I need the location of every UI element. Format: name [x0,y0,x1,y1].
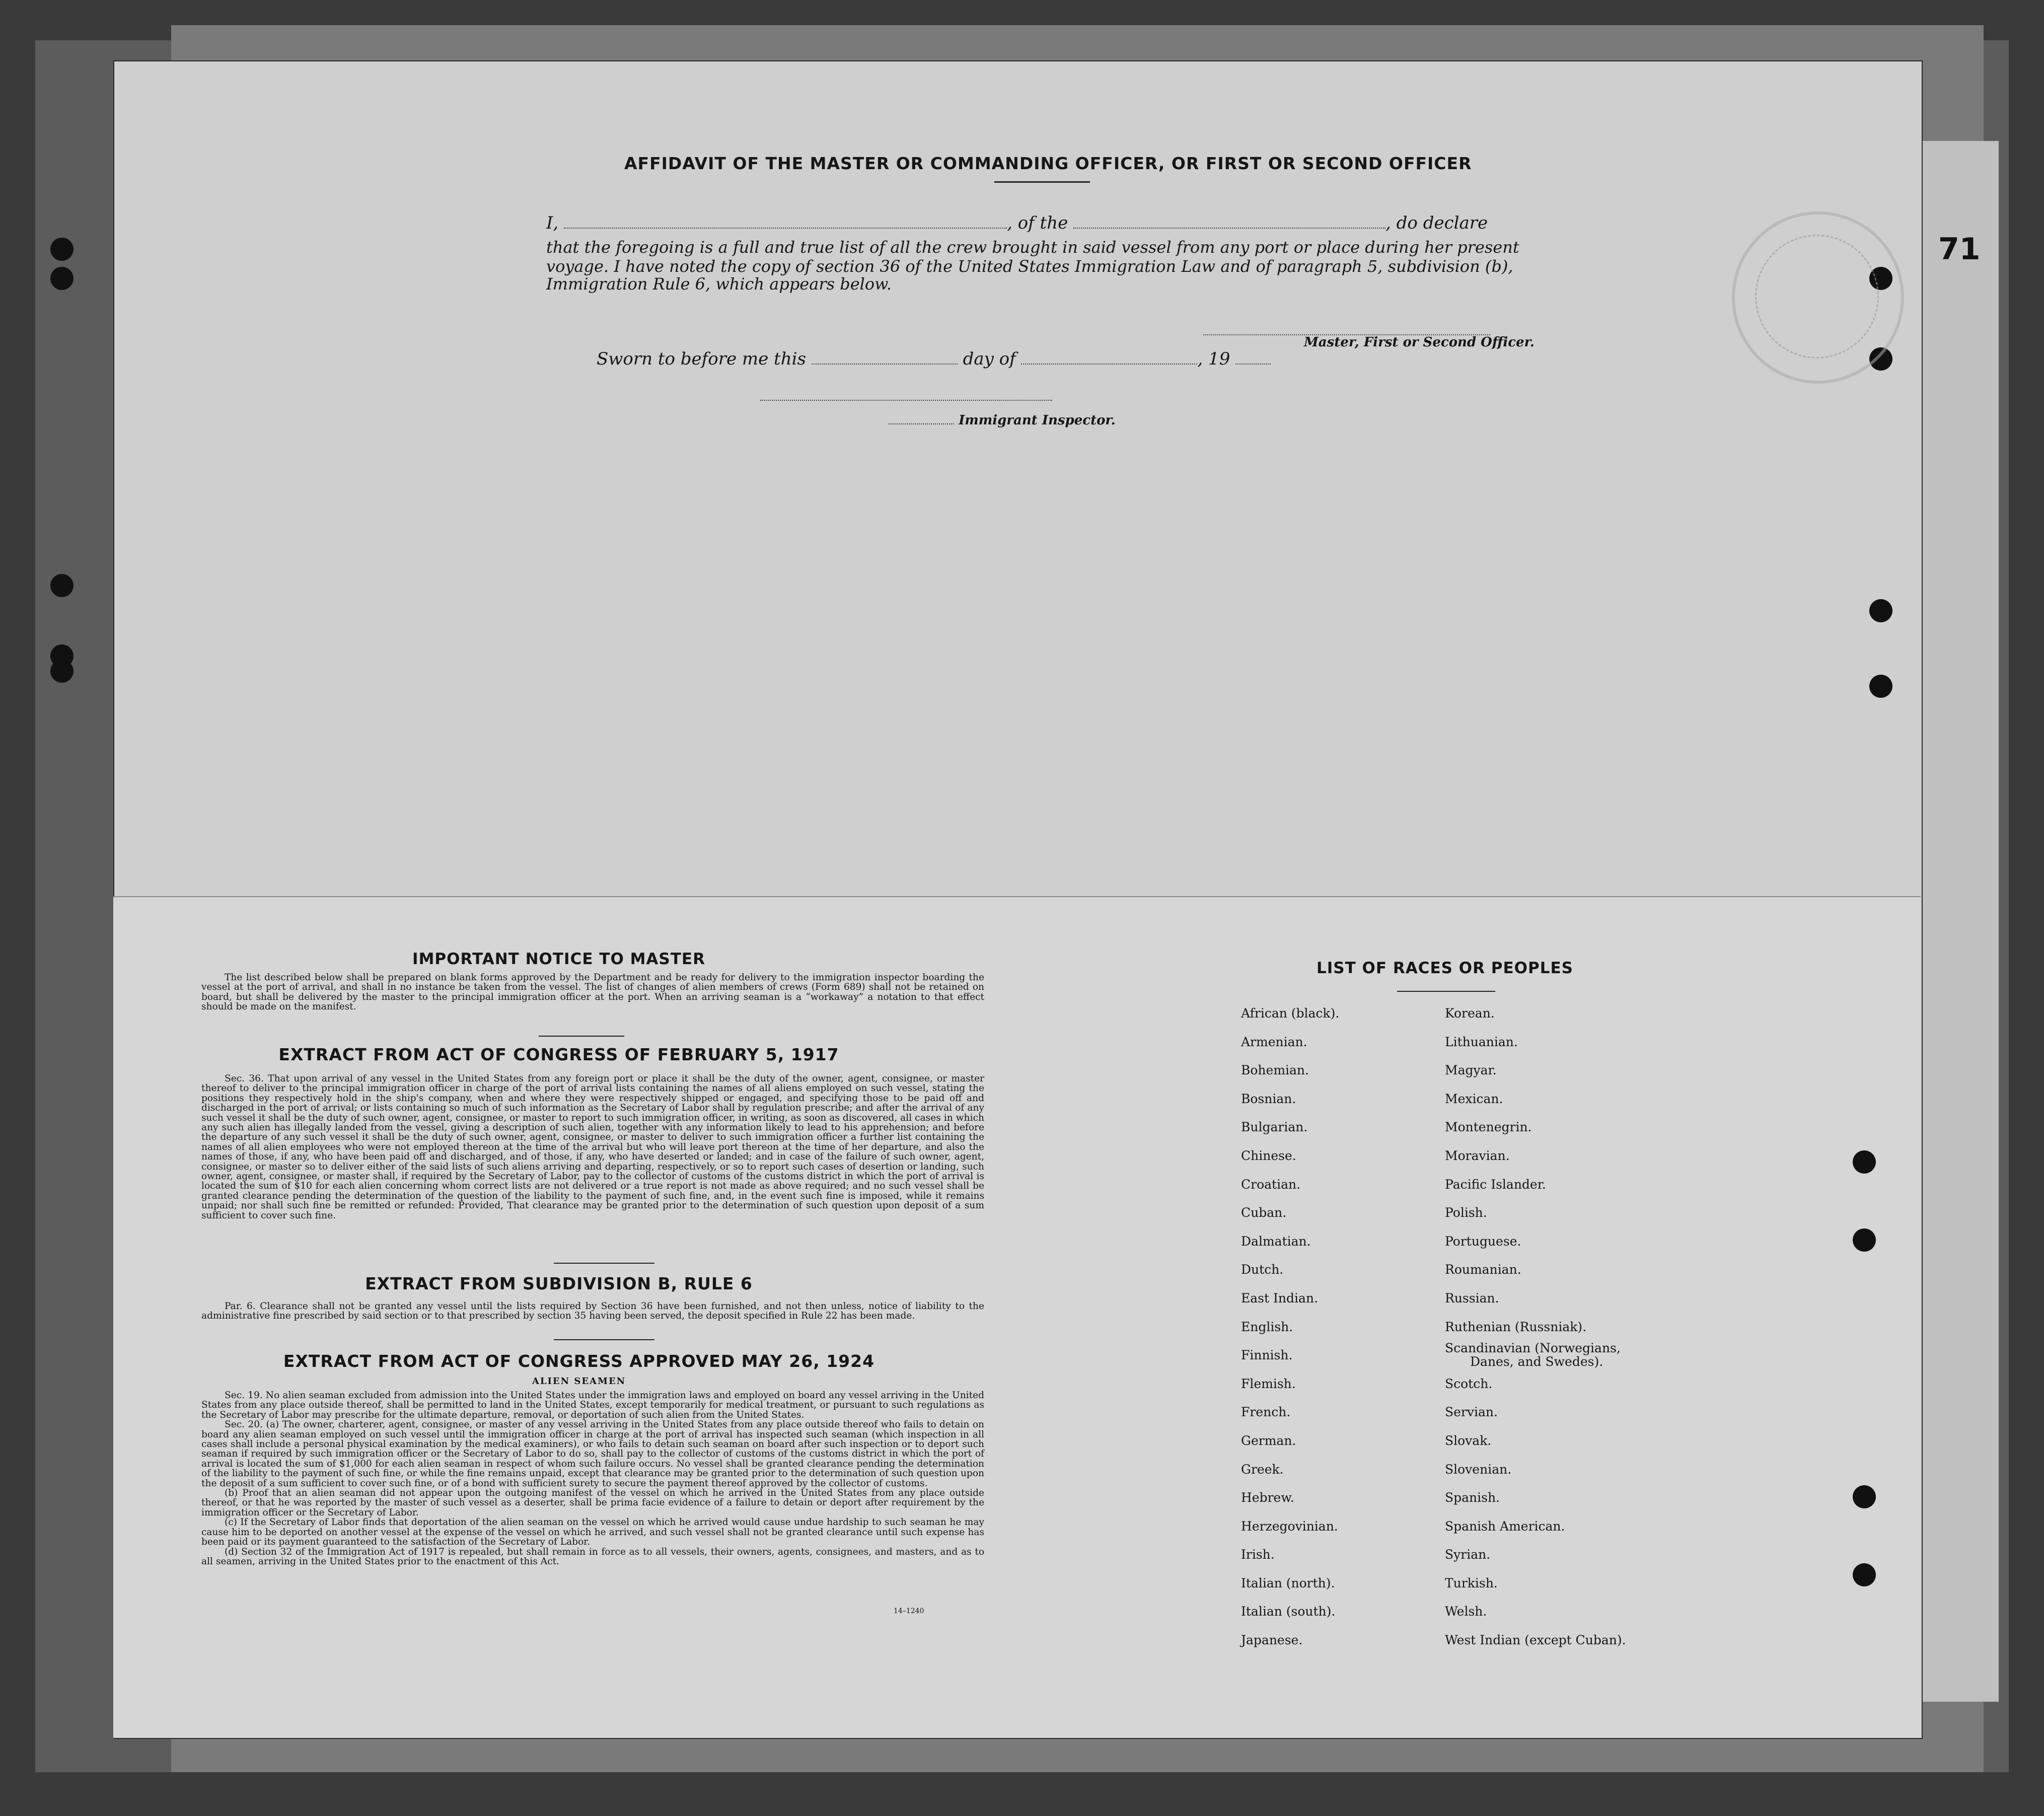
race-entry: Irish. [1241,1547,1275,1562]
race-entry: Slovenian. [1445,1462,1512,1477]
year-field[interactable] [1235,346,1271,365]
race-entry: Spanish. [1445,1490,1500,1505]
race-entry: Moravian. [1445,1148,1510,1163]
race-entry: Herzegovinian. [1241,1518,1338,1534]
punch-hole [50,267,74,290]
punch-hole [1869,675,1892,698]
race-entry: West Indian (except Cuban). [1445,1633,1626,1648]
embossed-seal [1732,211,1904,384]
race-entry: Mexican. [1445,1091,1503,1106]
master-signature-label: Master, First or Second Officer. [1304,335,1535,350]
races-title: LIST OF RACES OR PEOPLES [1316,959,1574,977]
punch-hole [1853,1150,1876,1174]
declaration-start: I, [546,213,559,233]
race-entry: Chinese. [1241,1148,1296,1163]
race-entry: Italian (south). [1241,1604,1336,1619]
race-entry: English. [1241,1319,1293,1334]
race-entry: Bohemian. [1241,1063,1309,1078]
inspector-label [889,413,1116,428]
declaration-line [546,210,1488,233]
punch-hole [50,660,74,683]
race-entry: Welsh. [1445,1604,1487,1619]
sec-20d-paragraph: (d) Section 32 of the Immigration Act of 1917 is repealed, but shall remain in force as to all vessels, their owners, agents, consignees, and masters, and as to all seamen, arriving in the United States prior to the enactment of this Act. [201,1546,984,1567]
of-the-text: , of the [1007,213,1068,233]
section-rule [539,1036,624,1037]
race-entry: Portuguese. [1445,1233,1521,1249]
sec-19-paragraph: Sec. 19. No alien seaman excluded from admission into the United States under the immigration laws and employed on board any vessel arriving in the United States from any place outside thereof, shall be permitted to land in the United States, except temporarily for medical treatment, or pursuant to such regulations as the Secretary of Labor may prescribe for the ultimate departure, removal, or deportation of such alien from the United States. [201,1390,984,1420]
punch-hole [50,238,74,261]
section-rule [554,1339,654,1340]
race-entry [1445,1341,1626,1370]
race-entry: Flemish. [1241,1376,1296,1391]
race-entry: Scotch. [1445,1376,1493,1391]
race-entry: Ruthenian (Russniak). [1445,1319,1587,1334]
vessel-field[interactable] [1073,210,1385,229]
race-entry: Croatian. [1241,1177,1301,1192]
year-prefix: , 19 [1197,349,1230,369]
race-entry: Finnish. [1241,1348,1293,1363]
sec-20b-paragraph: (b) Proof that an alien seaman did not appear upon the outgoing manifest of the vessel on which he arrived in the United States from any place outside thereof, or that he was reported by the master of such vessel as a deserter, shall be prima facie evidence of a failure to detain or deport after requirement by the immigration officer or the Secretary of Labor. [201,1488,984,1518]
affidavit-title: AFFIDAVIT OF THE MASTER OR COMMANDING OFFICER, OR FIRST OR SECOND OFFICER [624,154,1472,173]
master-signature-field[interactable] [1203,317,1490,335]
race-entry: French. [1241,1405,1291,1420]
par-6-paragraph: Par. 6. Clearance shall not be granted any vessel until the lists required by Section 36 have been furnished, and not then unless, notice of liability to the administrative fine prescribed by said section or to that prescribed by section 35 having been served, the deposit specified in Rule 22 has been made. [201,1301,984,1322]
race-entry: Italian (north). [1241,1575,1335,1590]
name-field[interactable] [564,210,1007,229]
notice-paragraph: The list described below shall be prepared on blank forms approved by the Department and be ready for delivery to the immigration inspector boarding the vessel at the port of arrival, and shall in no instance be taken from the vessel. The list of changes of alien members of crews (Form 689) shall not be retained on board, but shall be delivered by the master to the principal immigration officer at the port. When an arriving seaman is a “workaway” a notation to that effect should be made on the manifest. [201,972,984,1012]
extract-1917-title: EXTRACT FROM ACT OF CONGRESS OF FEBRUARY 5, 1917 [278,1045,839,1064]
notice-text [201,973,984,1012]
punch-hole [1853,1485,1876,1508]
race-entry: Montenegrin. [1445,1120,1532,1135]
races-title-rule [1397,991,1495,992]
race-entry: Bosnian. [1241,1091,1296,1106]
race-entry-line: Scandinavian (Norwegians, [1445,1341,1621,1356]
races-column-1 [1241,999,1339,1655]
inspector-signature-field[interactable] [760,383,1052,401]
race-entry: Korean. [1445,1006,1495,1021]
race-entry: Cuban. [1241,1205,1287,1220]
notice-title: IMPORTANT NOTICE TO MASTER [412,950,705,968]
do-declare-text: , do declare [1385,213,1488,233]
alien-seamen-subtitle: ALIEN SEAMEN [532,1376,626,1387]
race-entry: Armenian. [1241,1034,1307,1049]
form-number: 14–1240 [894,1607,924,1615]
extract-rule6-text [201,1301,984,1321]
declaration-line-2: that the foregoing is a full and true list of all the crew brought in said vessel from any port or place during her present [546,238,1519,257]
race-entry: Russian. [1445,1290,1499,1305]
race-entry: Dalmatian. [1241,1233,1311,1249]
sec-20c-paragraph: (c) If the Secretary of Labor finds that deportation of the alien seaman on the vessel on which he arrived would cause undue hardship to such seaman he may cause him to be deported on another vessel at the expense of the vessel on which he arrived, and such vessel shall not be granted clearance until such expense has been paid or its payment guaranteed to the satisfaction of the Secretary of Labor. [201,1517,984,1548]
race-entry-continuation: Danes, and Swedes). [1470,1354,1603,1369]
race-entry: Slovak. [1445,1433,1492,1448]
extract-1924-text [201,1391,984,1566]
race-entry: Spanish American. [1445,1518,1565,1534]
sworn-line [597,346,1271,369]
day-of-text: day of [963,349,1016,369]
punch-hole [1869,599,1892,622]
race-entry: Polish. [1445,1205,1487,1220]
sworn-prefix: Sworn to before me this [597,349,806,369]
punch-hole [1853,1228,1876,1252]
punch-hole [50,574,74,597]
declaration-line-3: voyage. I have noted the copy of section 36 of the United States Immigration Law and of paragraph 5, subdivision (b), [546,257,1513,276]
race-entry: Hebrew. [1241,1490,1294,1505]
month-field[interactable] [1021,346,1197,365]
race-entry: Servian. [1445,1405,1498,1420]
race-entry: Pacific Islander. [1445,1177,1546,1192]
day-field[interactable] [812,346,958,365]
sec-20a-paragraph: Sec. 20. (a) The owner, charterer, agent, consignee, or master of any vessel arriving in the United States from any place outside thereof who fails to detain on board any alien seaman employed on such vessel until the immigration officer in charge at the port of arrival has inspected such seaman (which inspection in all cases shall include a personal physical examination by the medical examiners), or who fails to detain such seaman on board after such inspection or to deport such seaman if required by such immigration officer or the Secretary of Labor to do so, shall pay to the collector of customs of the customs district in which the port of arrival is located the sum of $1,000 for each alien seaman in respect of whom such failure occurs. No vessel shall be granted clearance pending the determination of the liability to the payment of such fine, or while the fine remains unpaid, except that clearance may be granted prior to the determination of such question upon the deposit of a sum sufficient to cover such fine, or of a bond with sufficient surety to secure the payment thereof approved by the collector of customs. [201,1419,984,1489]
inspector-label-text: Immigrant Inspector. [959,413,1116,428]
race-entry: German. [1241,1433,1296,1448]
declaration-line-4: Immigration Rule 6, which appears below. [546,274,892,294]
race-entry: Dutch. [1241,1262,1284,1277]
races-column-2 [1445,999,1626,1655]
section-36-paragraph: Sec. 36. That upon arrival of any vessel in the United States from any foreign port or place it shall be the duty of the owner, agent, consignee, or master thereof to deliver to the principal immigration officer in charge of the port of arrival lists containing the names of all aliens employed on such vessel, stating the positions they respectively hold in the ship's company, when and where they were respectively shipped or engaged, and specifying those to be paid off and discharged in the port of arrival; or lists containing so much of such information as the Secretary of Labor shall by regulation prescribe; and after the arrival of any such vessel it shall be the duty of such owner, agent, consignee, or master to report to such immigration officer, in writing, as soon as discovered, all cases in which any such alien has illegally landed from the vessel, giving a description of such alien, together with any information likely to lead to his apprehension; and before the departure of any such vessel it shall be the duty of such owner, agent, consignee, or master to deliver to such immigration officer a further list containing the names of all alien employees who were not employed thereon at the time of the arrival but who will leave port thereon at the time of her departure, and also the names of those, if any, who have been paid off and discharged, and of those, if any, who have deserted or landed; and in case of the failure of such owner, agent, consignee, or master so to deliver either of the said lists of such aliens arriving and departing, respectively, or so to report such cases of desertion or landing, such owner, agent, consignee, or master shall, if required by the Secretary of Labor, pay to the collector of customs of the customs district in which the port of arrival is located the sum of $10 for each alien concerning whom correct lists are not delivered or a true report is not made as above required; and no such vessel shall be granted clearance pending the determination of the question of the liability to the payment of such fine, and, in the event such fine is imposed, while it remains unpaid; nor shall such fine be remitted or refunded: Provided, That clearance may be granted prior to the determination of such question upon deposit of a sum sufficient to cover such fine. [201,1073,984,1221]
race-entry: Bulgarian. [1241,1120,1308,1135]
race-entry: Roumanian. [1445,1262,1521,1277]
extract-rule6-title: EXTRACT FROM SUBDIVISION B, RULE 6 [365,1274,753,1293]
race-entry: Turkish. [1445,1575,1498,1590]
extract-1924-title: EXTRACT FROM ACT OF CONGRESS APPROVED MAY 26, 1924 [283,1351,875,1371]
page-number: 71 [1938,232,1981,267]
race-entry: East Indian. [1241,1290,1318,1305]
race-entry: Magyar. [1445,1063,1497,1078]
punch-hole [1853,1563,1876,1586]
extract-1917-text [201,1074,984,1220]
race-entry: Japanese. [1241,1633,1303,1648]
race-entry: Syrian. [1445,1547,1491,1562]
race-entry: Greek. [1241,1462,1284,1477]
title-rule [994,181,1090,183]
race-entry: African (black). [1241,1006,1340,1021]
section-rule [554,1263,654,1264]
race-entry: Lithuanian. [1445,1034,1518,1049]
